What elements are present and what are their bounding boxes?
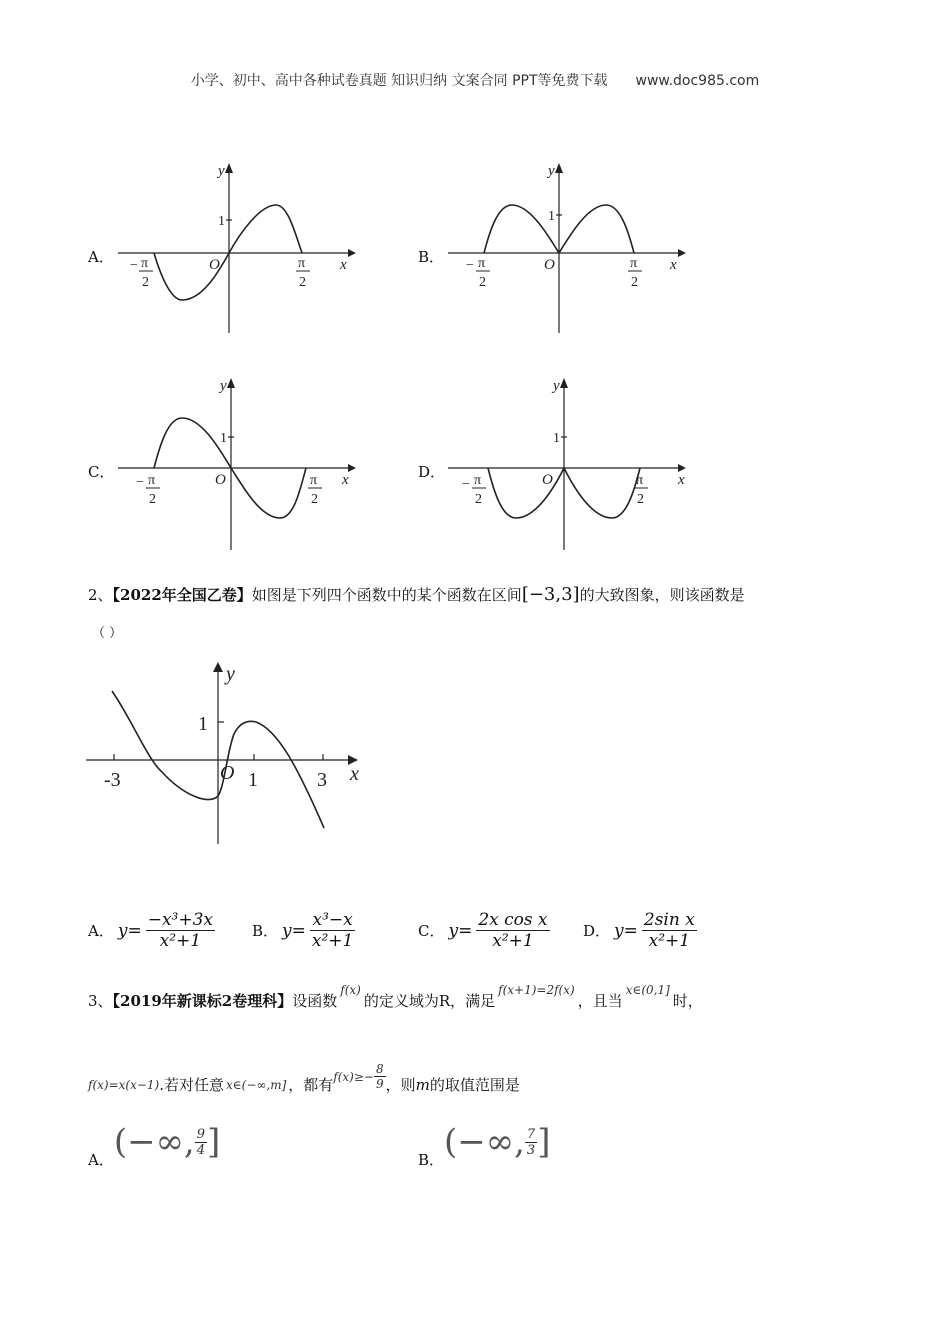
neg-sign: −: [130, 258, 138, 273]
x-label: x: [342, 472, 349, 488]
page-header: [0, 70, 950, 90]
y-label: y: [220, 378, 227, 394]
q2-option-a-label: A．: [88, 922, 114, 940]
graph-d: [440, 370, 690, 555]
origin-label: O: [209, 257, 220, 273]
q3-option-b-den: 3: [526, 1142, 536, 1158]
q3-ineq-den: 9: [375, 1077, 384, 1091]
one-label: 1: [548, 209, 555, 224]
q3-option-b-rbracket: ]: [537, 1122, 551, 1162]
q2-option-d-frac: [642, 910, 697, 951]
q3-dom: x∈(0,1]: [625, 983, 670, 997]
neg-sign: −: [466, 258, 474, 273]
neg-sign: −: [462, 477, 470, 492]
y-arrow-icon: [213, 662, 223, 672]
pi-num: π: [148, 473, 156, 488]
q3-source: 【2019年新课标2卷理科】: [112, 992, 293, 1010]
q3-t6: ，都有: [288, 1076, 334, 1094]
graph-a: [110, 155, 360, 340]
pi-num: π: [478, 256, 486, 271]
q2-option-a-num: −x³+3x: [147, 910, 213, 930]
q3-option-a-num: 9: [196, 1126, 206, 1142]
q2-option-a-frac: [146, 910, 215, 951]
tick3-label: 3: [317, 769, 327, 791]
q2-source: 【2022年全国乙卷】: [112, 586, 252, 604]
q2-blank: （ ）: [92, 626, 123, 641]
q2-option-b: [252, 910, 355, 951]
pi-num-pos: π: [630, 256, 638, 271]
q3-option-b-num: 7: [526, 1126, 536, 1142]
q3-rel: f(x+1)=2f(x): [498, 983, 575, 997]
q3-stem-line1: [88, 983, 888, 1011]
origin-label: O: [220, 762, 235, 784]
pi-den: 2: [475, 492, 482, 507]
q3-m: m: [415, 1075, 430, 1094]
graph-b: [440, 155, 690, 340]
q2-option-a-lhs: y=: [117, 920, 142, 941]
one-label: 1: [220, 431, 227, 446]
x-label: x: [350, 763, 359, 785]
q2-option-c-den: x²+1: [492, 931, 534, 951]
y-label: y: [553, 378, 560, 394]
y-arrow-icon: [560, 378, 568, 388]
q2-option-d-label: D．: [583, 922, 611, 940]
q2-option-b-frac: [310, 910, 355, 951]
x-arrow-icon: [348, 249, 356, 257]
q2-option-b-num: x³−x: [310, 910, 355, 931]
q2-option-d-den: x²+1: [648, 931, 691, 951]
q3-ineq-l: f(x)≥−: [333, 1069, 374, 1084]
q3-option-a-lparen: (−∞,: [113, 1122, 195, 1162]
q3-stem-line2: [88, 1062, 888, 1099]
header-text: 小学、初中、高中各种试卷真题 知识归纳 文案合同 PPT等免费下载: [190, 73, 608, 89]
x-label: x: [678, 472, 685, 488]
q2-text2: 的大致图象，则该函数是: [579, 586, 745, 604]
pi-num-pos: π: [310, 473, 318, 488]
y-label: y: [548, 163, 555, 179]
q2-option-c-label: C．: [418, 922, 445, 940]
q2-option-d-lhs: y=: [614, 920, 638, 941]
pi-num-pos: π: [298, 256, 306, 271]
q3-number: 3、: [88, 992, 113, 1010]
q3-t3: ，且当: [577, 992, 623, 1010]
one-label: 1: [553, 431, 560, 446]
q3-t1: 设函数: [292, 992, 338, 1010]
y-arrow-icon: [555, 163, 563, 173]
pi-den-pos: 2: [311, 492, 318, 507]
q2-option-a-den: x²+1: [159, 931, 202, 951]
q3-option-b-expr: [444, 1122, 550, 1162]
neg3-label: -3: [104, 769, 121, 791]
q3-t5: .若对任意: [159, 1076, 224, 1094]
q2-option-d: [583, 910, 697, 951]
q2-option-d-num: 2sin x: [643, 910, 695, 930]
q2-option-a: [88, 910, 215, 951]
y-arrow-icon: [227, 378, 235, 388]
pi-den: 2: [149, 492, 156, 507]
pi-num: π: [141, 256, 149, 271]
q3-t4: 时，: [672, 992, 703, 1010]
origin-label: O: [542, 472, 553, 488]
q3-option-b-frac: [525, 1127, 537, 1158]
y-label: y: [218, 163, 225, 179]
q3-t8: 的取值范围是: [429, 1076, 520, 1094]
pi-den-pos: 2: [299, 275, 306, 290]
q2-option-c-frac: [476, 910, 549, 951]
q2-option-b-label: B．: [252, 922, 279, 940]
q3-range: x∈(−∞,m]: [226, 1077, 287, 1092]
q3-option-a-expr: [114, 1122, 220, 1162]
header-site: www.doc985.com: [635, 73, 760, 89]
pi-num: π: [474, 473, 482, 488]
y-arrow-icon: [225, 163, 233, 173]
q3-option-b-lparen: (−∞,: [444, 1122, 525, 1162]
x-label: x: [670, 257, 677, 273]
y-label: y: [226, 663, 235, 685]
q2-option-b-lhs: y=: [282, 920, 306, 941]
q2-graph: [82, 658, 372, 853]
one-label: 1: [198, 713, 208, 735]
neg-sign: −: [136, 475, 144, 490]
q2-option-c-lhs: y=: [448, 920, 473, 941]
option-a-label: A．: [88, 248, 114, 266]
q2-text: 如图是下列四个函数中的某个函数在区间: [251, 586, 522, 604]
origin-label: O: [544, 257, 555, 273]
q2-option-b-den: x²+1: [311, 931, 354, 951]
option-d-label: D．: [418, 463, 446, 481]
x-arrow-icon: [348, 464, 356, 472]
pi-den: 2: [479, 275, 486, 290]
q3-ineq-frac: [374, 1062, 386, 1091]
q3-option-a-den: 4: [196, 1142, 206, 1158]
q3-ineq-num: 8: [375, 1062, 384, 1076]
option-c-label: C．: [88, 463, 115, 481]
q3-option-a: [88, 1122, 220, 1172]
q3-option-b: [418, 1122, 550, 1172]
graph-c: [110, 370, 360, 555]
option-b-label: B．: [418, 248, 445, 266]
one-label: 1: [218, 214, 225, 229]
q2-interval: [−3,3]: [521, 584, 580, 605]
pi-num-pos: π: [636, 473, 644, 488]
origin-label: O: [215, 472, 226, 488]
q2-number: 2、: [88, 586, 113, 604]
q2-option-c-num: 2x cos x: [478, 910, 548, 930]
tick1-label: 1: [248, 769, 258, 791]
q2-stem: [88, 584, 888, 605]
x-label: x: [340, 257, 347, 273]
q3-t2: 的定义域为R，满足: [363, 992, 496, 1010]
q3-option-a-label: A．: [88, 1151, 114, 1169]
q3-fx: f(x): [340, 983, 361, 997]
pi-den: 2: [142, 275, 149, 290]
q3-option-b-label: B．: [418, 1151, 445, 1169]
x-arrow-icon: [678, 249, 686, 257]
pi-den-pos: 2: [631, 275, 638, 290]
q3-t7: ，则: [385, 1076, 416, 1094]
q3-def: f(x)=x(x−1): [88, 1077, 160, 1092]
q3-option-a-frac: [195, 1127, 207, 1158]
q3-option-a-rbracket: ]: [207, 1122, 221, 1162]
pi-den-pos: 2: [637, 492, 644, 507]
x-arrow-icon: [678, 464, 686, 472]
q2-option-c: [418, 910, 550, 951]
